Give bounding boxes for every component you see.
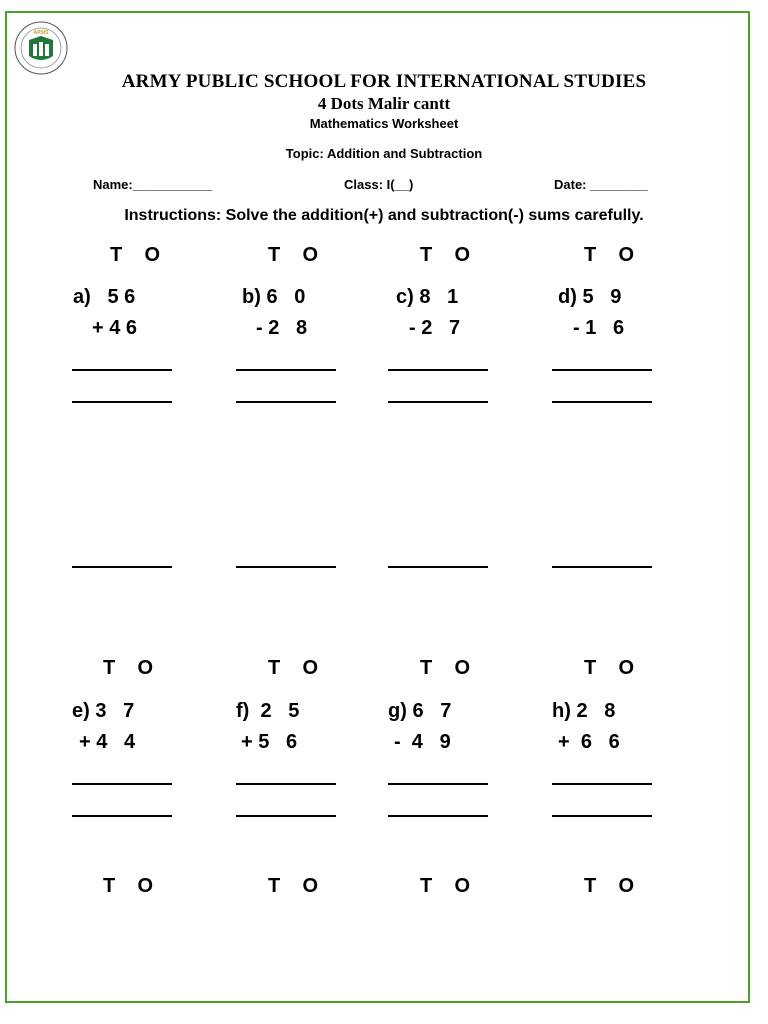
place-value-header: T O	[268, 244, 318, 266]
sum-line	[388, 369, 488, 371]
problem-label: e)	[72, 700, 90, 722]
problem-c-bottom	[409, 317, 460, 340]
sum-line	[552, 783, 652, 785]
school-name: ARMY PUBLIC SCHOOL FOR INTERNATIONAL STUDIES	[121, 71, 647, 92]
answer-line[interactable]	[236, 815, 336, 817]
bottom-number: 4 6	[109, 317, 138, 339]
place-value-header: T O	[420, 875, 470, 897]
problem-b-top	[242, 286, 305, 309]
place-value-header: T O	[584, 657, 634, 679]
instructions: Instructions: Solve the addition(+) and subtraction(-) sums carefully.	[124, 207, 644, 224]
date-label: Date:	[554, 177, 587, 192]
worksheet-topic: Topic: Addition and Subtraction	[285, 146, 483, 161]
problem-g-top	[388, 700, 451, 723]
top-number: 6 0	[266, 286, 306, 308]
sum-line	[388, 783, 488, 785]
sum-line	[72, 783, 172, 785]
problem-g-bottom	[394, 731, 451, 754]
top-number: 2 5	[260, 700, 300, 722]
problem-label: g)	[388, 700, 407, 722]
operator: +	[558, 731, 570, 753]
problem-label: b)	[242, 286, 261, 308]
problem-b-bottom	[256, 317, 307, 340]
answer-line[interactable]	[552, 815, 652, 817]
top-number: 5 6	[107, 286, 136, 308]
place-value-header: T O	[420, 657, 470, 679]
problem-label: c)	[396, 286, 414, 308]
place-value-header: T O	[103, 875, 153, 897]
answer-line[interactable]	[72, 566, 172, 568]
top-number: 3 7	[95, 700, 135, 722]
school-crest-icon	[13, 18, 69, 78]
problem-e-bottom	[79, 731, 135, 754]
name-label: Name:	[93, 177, 133, 192]
sum-line	[236, 369, 336, 371]
problem-label: a)	[73, 286, 91, 308]
place-value-header: T O	[103, 657, 153, 679]
answer-line[interactable]	[388, 401, 488, 403]
problem-f-top	[236, 700, 299, 723]
problem-d-top	[558, 286, 621, 309]
place-value-header: T O	[110, 244, 160, 266]
answer-line[interactable]	[552, 566, 652, 568]
class-field[interactable]: Class: I(__)	[344, 177, 414, 192]
place-value-header: T O	[268, 875, 318, 897]
branch-name: 4 Dots Malir cantt	[317, 94, 451, 113]
worksheet-subject: Mathematics Worksheet	[309, 116, 459, 131]
operator: -	[256, 317, 263, 339]
place-value-header: T O	[420, 244, 470, 266]
answer-line[interactable]	[552, 401, 652, 403]
top-number: 5 9	[582, 286, 622, 308]
operator: -	[394, 731, 401, 753]
sum-line	[236, 783, 336, 785]
operator: +	[241, 731, 253, 753]
name-blank[interactable]: ___________	[132, 177, 213, 192]
answer-line[interactable]	[236, 401, 336, 403]
problem-a-top	[73, 286, 135, 309]
operator: -	[573, 317, 580, 339]
top-number: 2 8	[576, 700, 616, 722]
answer-line[interactable]	[388, 815, 488, 817]
problem-e-top	[72, 700, 134, 723]
top-number: 6 7	[412, 700, 452, 722]
place-value-header: T O	[268, 657, 318, 679]
answer-line[interactable]	[388, 566, 488, 568]
problem-label: h)	[552, 700, 571, 722]
problem-a-bottom	[92, 317, 137, 340]
problem-h-bottom	[558, 731, 620, 754]
bottom-number: 1 6	[585, 317, 625, 339]
answer-line[interactable]	[72, 815, 172, 817]
answer-line[interactable]	[72, 401, 172, 403]
bottom-number: 6 6	[580, 731, 620, 753]
answer-line[interactable]	[236, 566, 336, 568]
operator: +	[79, 731, 91, 753]
operator: -	[409, 317, 416, 339]
place-value-header: T O	[584, 244, 634, 266]
sum-line	[552, 369, 652, 371]
problem-c-top	[396, 286, 458, 309]
bottom-number: 2 7	[421, 317, 461, 339]
place-value-header: T O	[584, 875, 634, 897]
problem-label: f)	[236, 700, 250, 722]
bottom-number: 4 4	[96, 731, 136, 753]
date-field[interactable]	[554, 177, 648, 192]
name-field[interactable]	[93, 177, 212, 192]
problem-label: d)	[558, 286, 577, 308]
operator: +	[92, 317, 104, 339]
top-number: 8 1	[419, 286, 459, 308]
bottom-number: 4 9	[411, 731, 451, 753]
sum-line	[72, 369, 172, 371]
problem-h-top	[552, 700, 615, 723]
date-blank[interactable]: ________	[590, 177, 648, 192]
bottom-number: 5 6	[258, 731, 298, 753]
problem-f-bottom	[241, 731, 297, 754]
crest-text: APSIS	[33, 30, 49, 36]
problem-d-bottom	[573, 317, 624, 340]
bottom-number: 2 8	[268, 317, 308, 339]
